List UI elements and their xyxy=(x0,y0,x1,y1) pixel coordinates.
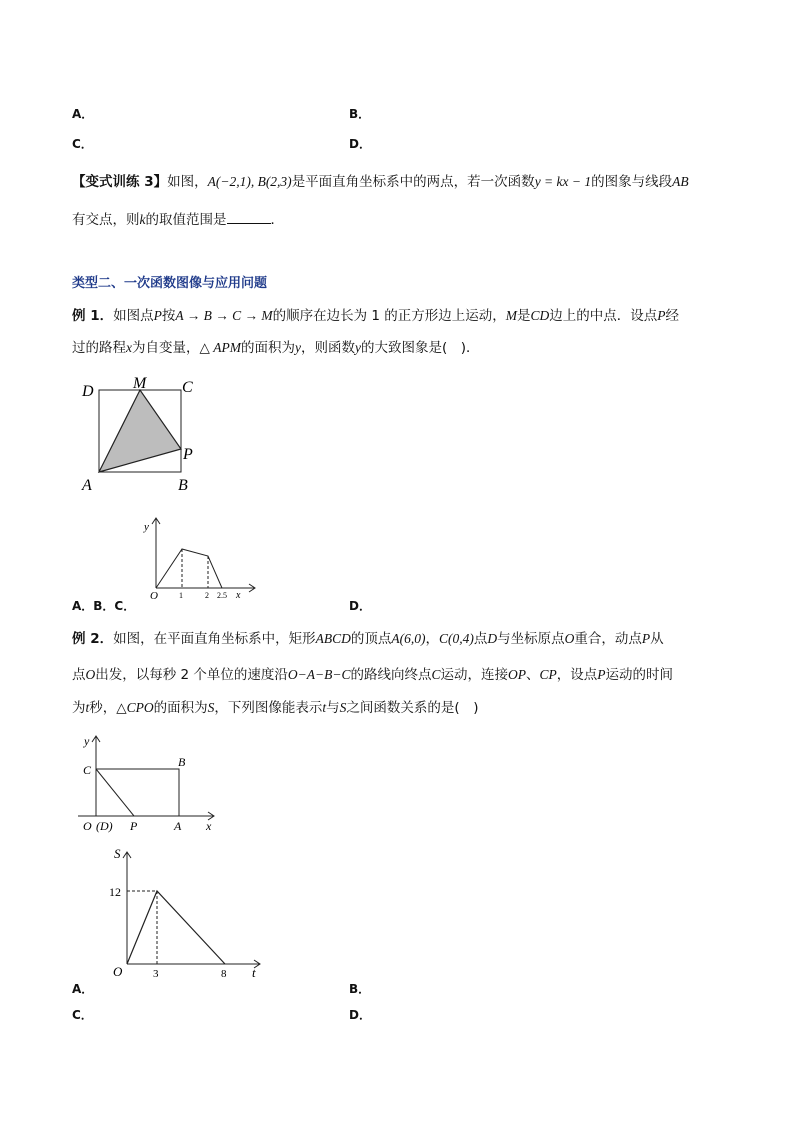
text: 之间函数关系的是( ) xyxy=(346,700,479,716)
text: 为 xyxy=(72,700,86,716)
tick-2-5: 2.5 xyxy=(217,591,227,600)
function-math: y = kx − 1 xyxy=(534,174,592,189)
ex1-option-d: D． xyxy=(349,599,371,613)
text: 的顺序在边长为 1 的正方形边上运动， xyxy=(272,308,506,324)
ex2-label: 例 2． xyxy=(72,631,114,647)
math: ABCD xyxy=(315,631,351,646)
label-s: S xyxy=(114,846,121,861)
text: 如图点 xyxy=(113,308,154,324)
rectangle-abcd xyxy=(96,769,179,816)
text: 如图， xyxy=(167,174,208,190)
ex2-line1 xyxy=(72,627,664,647)
text: 点 xyxy=(72,667,86,683)
math: P xyxy=(657,308,666,323)
label-x: x xyxy=(206,819,212,833)
math: x xyxy=(126,340,132,355)
text: 的面积为 xyxy=(241,340,295,356)
x-label: x xyxy=(236,590,241,601)
k-math: k xyxy=(139,212,146,227)
text: 点 xyxy=(473,631,488,647)
text: 的顶点 xyxy=(350,631,392,647)
value-12: 12 xyxy=(109,885,121,899)
text: 边上的中点．设点 xyxy=(549,308,658,324)
text: 的面积为 xyxy=(153,700,208,716)
text: 是 xyxy=(517,308,531,324)
ex2-option-c: C． xyxy=(72,1008,93,1022)
math: O xyxy=(564,631,575,646)
label-d: (D) xyxy=(96,819,113,833)
y-label: y xyxy=(144,521,149,533)
points-math: A(−2,1), B(2,3) xyxy=(207,174,292,189)
text: 运动，连接 xyxy=(440,667,509,683)
variant3-line1 xyxy=(72,170,689,190)
square-figure xyxy=(72,370,212,500)
text: ，设点 xyxy=(556,667,598,683)
label-b: B xyxy=(178,755,186,769)
text: 与坐标原点 xyxy=(497,631,565,647)
segment-cp xyxy=(96,769,134,816)
label-y: y xyxy=(84,734,90,748)
math: S xyxy=(339,700,347,715)
ex2-option-d: D． xyxy=(349,1008,371,1022)
option-a-label: A． xyxy=(72,107,94,121)
math: A(6,0) xyxy=(391,631,426,646)
answer-blank[interactable] xyxy=(227,211,271,224)
math: y xyxy=(295,340,301,355)
math: O xyxy=(85,667,96,682)
text: ， xyxy=(425,631,439,647)
text: 的路线向终点 xyxy=(350,667,432,683)
math: y xyxy=(355,340,361,355)
text: 运动的时间 xyxy=(605,667,674,683)
label-o: O xyxy=(113,964,123,979)
math: △CPO xyxy=(116,700,154,715)
math: CP xyxy=(539,667,557,682)
text: 重合，动点 xyxy=(574,631,642,647)
label-c: C xyxy=(83,763,92,777)
math: O−A−B−C xyxy=(287,667,351,682)
text: 、 xyxy=(526,667,540,683)
rectangle-figure xyxy=(72,728,232,838)
math: P xyxy=(641,631,651,646)
variant3-tag: 【变式训练 3】 xyxy=(72,174,168,190)
option-b-label: B． xyxy=(349,107,371,121)
text: ． xyxy=(270,212,284,228)
label-a: A xyxy=(82,477,92,494)
path-math: A → B → C → M xyxy=(175,308,273,323)
text: 有交点，则 xyxy=(72,212,140,228)
math: OP xyxy=(508,667,527,682)
text: ，下列图像能表示 xyxy=(214,700,323,716)
text: ，则函数 xyxy=(301,340,355,356)
text: 按 xyxy=(161,308,176,324)
variant3-line2 xyxy=(72,208,284,228)
math: △ APM xyxy=(199,340,241,355)
ex1-options-abc: A．B．C． xyxy=(72,599,136,613)
math: M xyxy=(505,308,518,323)
graph-line xyxy=(156,549,222,588)
label-t: t xyxy=(252,965,256,980)
ex2-line2 xyxy=(72,663,673,683)
section-title: 类型二、一次函数图像与应用问题 xyxy=(72,276,268,291)
text: 如图，在平面直角坐标系中，矩形 xyxy=(113,631,316,647)
origin-label: O xyxy=(150,590,158,602)
math: t xyxy=(85,700,90,715)
ex1-label: 例 1． xyxy=(72,308,114,324)
text: 经 xyxy=(665,308,680,324)
graph-line xyxy=(127,891,225,964)
tick-3: 3 xyxy=(153,968,159,980)
label-c: C xyxy=(182,379,193,396)
text: 秒， xyxy=(89,700,117,716)
label-p: P xyxy=(183,446,193,463)
text: 的大致图象是( )． xyxy=(361,340,480,356)
triangle-apm xyxy=(99,390,181,472)
ex1-line2 xyxy=(72,336,480,356)
math: P xyxy=(597,667,606,682)
text: 与 xyxy=(326,700,340,716)
label-b: B xyxy=(178,477,188,494)
ex2-option-b: B． xyxy=(349,982,371,996)
text: 从 xyxy=(650,631,664,647)
ex2-line3 xyxy=(72,696,478,716)
label-d: D xyxy=(82,383,94,400)
option-d-label: D． xyxy=(349,137,371,151)
tick-8: 8 xyxy=(221,968,227,980)
tick-1: 1 xyxy=(179,591,183,600)
label-p: P xyxy=(130,819,138,833)
math: D xyxy=(487,631,498,646)
text: 为自变量， xyxy=(132,340,200,356)
math: S xyxy=(207,700,215,715)
ex2-option-a: A． xyxy=(72,982,94,996)
math: t xyxy=(322,700,327,715)
math: CD xyxy=(530,308,550,323)
text: 出发，以每秒 2 个单位的速度沿 xyxy=(95,667,288,683)
option-c-label: C． xyxy=(72,137,93,151)
text: 是平面直角坐标系中的两点，若一次函数 xyxy=(291,174,535,190)
tick-2: 2 xyxy=(205,591,209,600)
math: C(0,4) xyxy=(438,631,474,646)
segment-math: AB xyxy=(672,174,689,189)
math: P xyxy=(153,308,162,323)
text: 的取值范围是 xyxy=(145,212,227,228)
label-m: M xyxy=(133,375,147,392)
text: 的图象与线段 xyxy=(591,174,673,190)
ex1-line1 xyxy=(72,304,679,324)
st-graph xyxy=(100,842,270,982)
ex1-graph xyxy=(140,512,265,602)
label-o: O xyxy=(83,819,92,833)
math: C xyxy=(431,667,441,682)
text: 过的路程 xyxy=(72,340,126,356)
label-a: A xyxy=(174,819,182,833)
